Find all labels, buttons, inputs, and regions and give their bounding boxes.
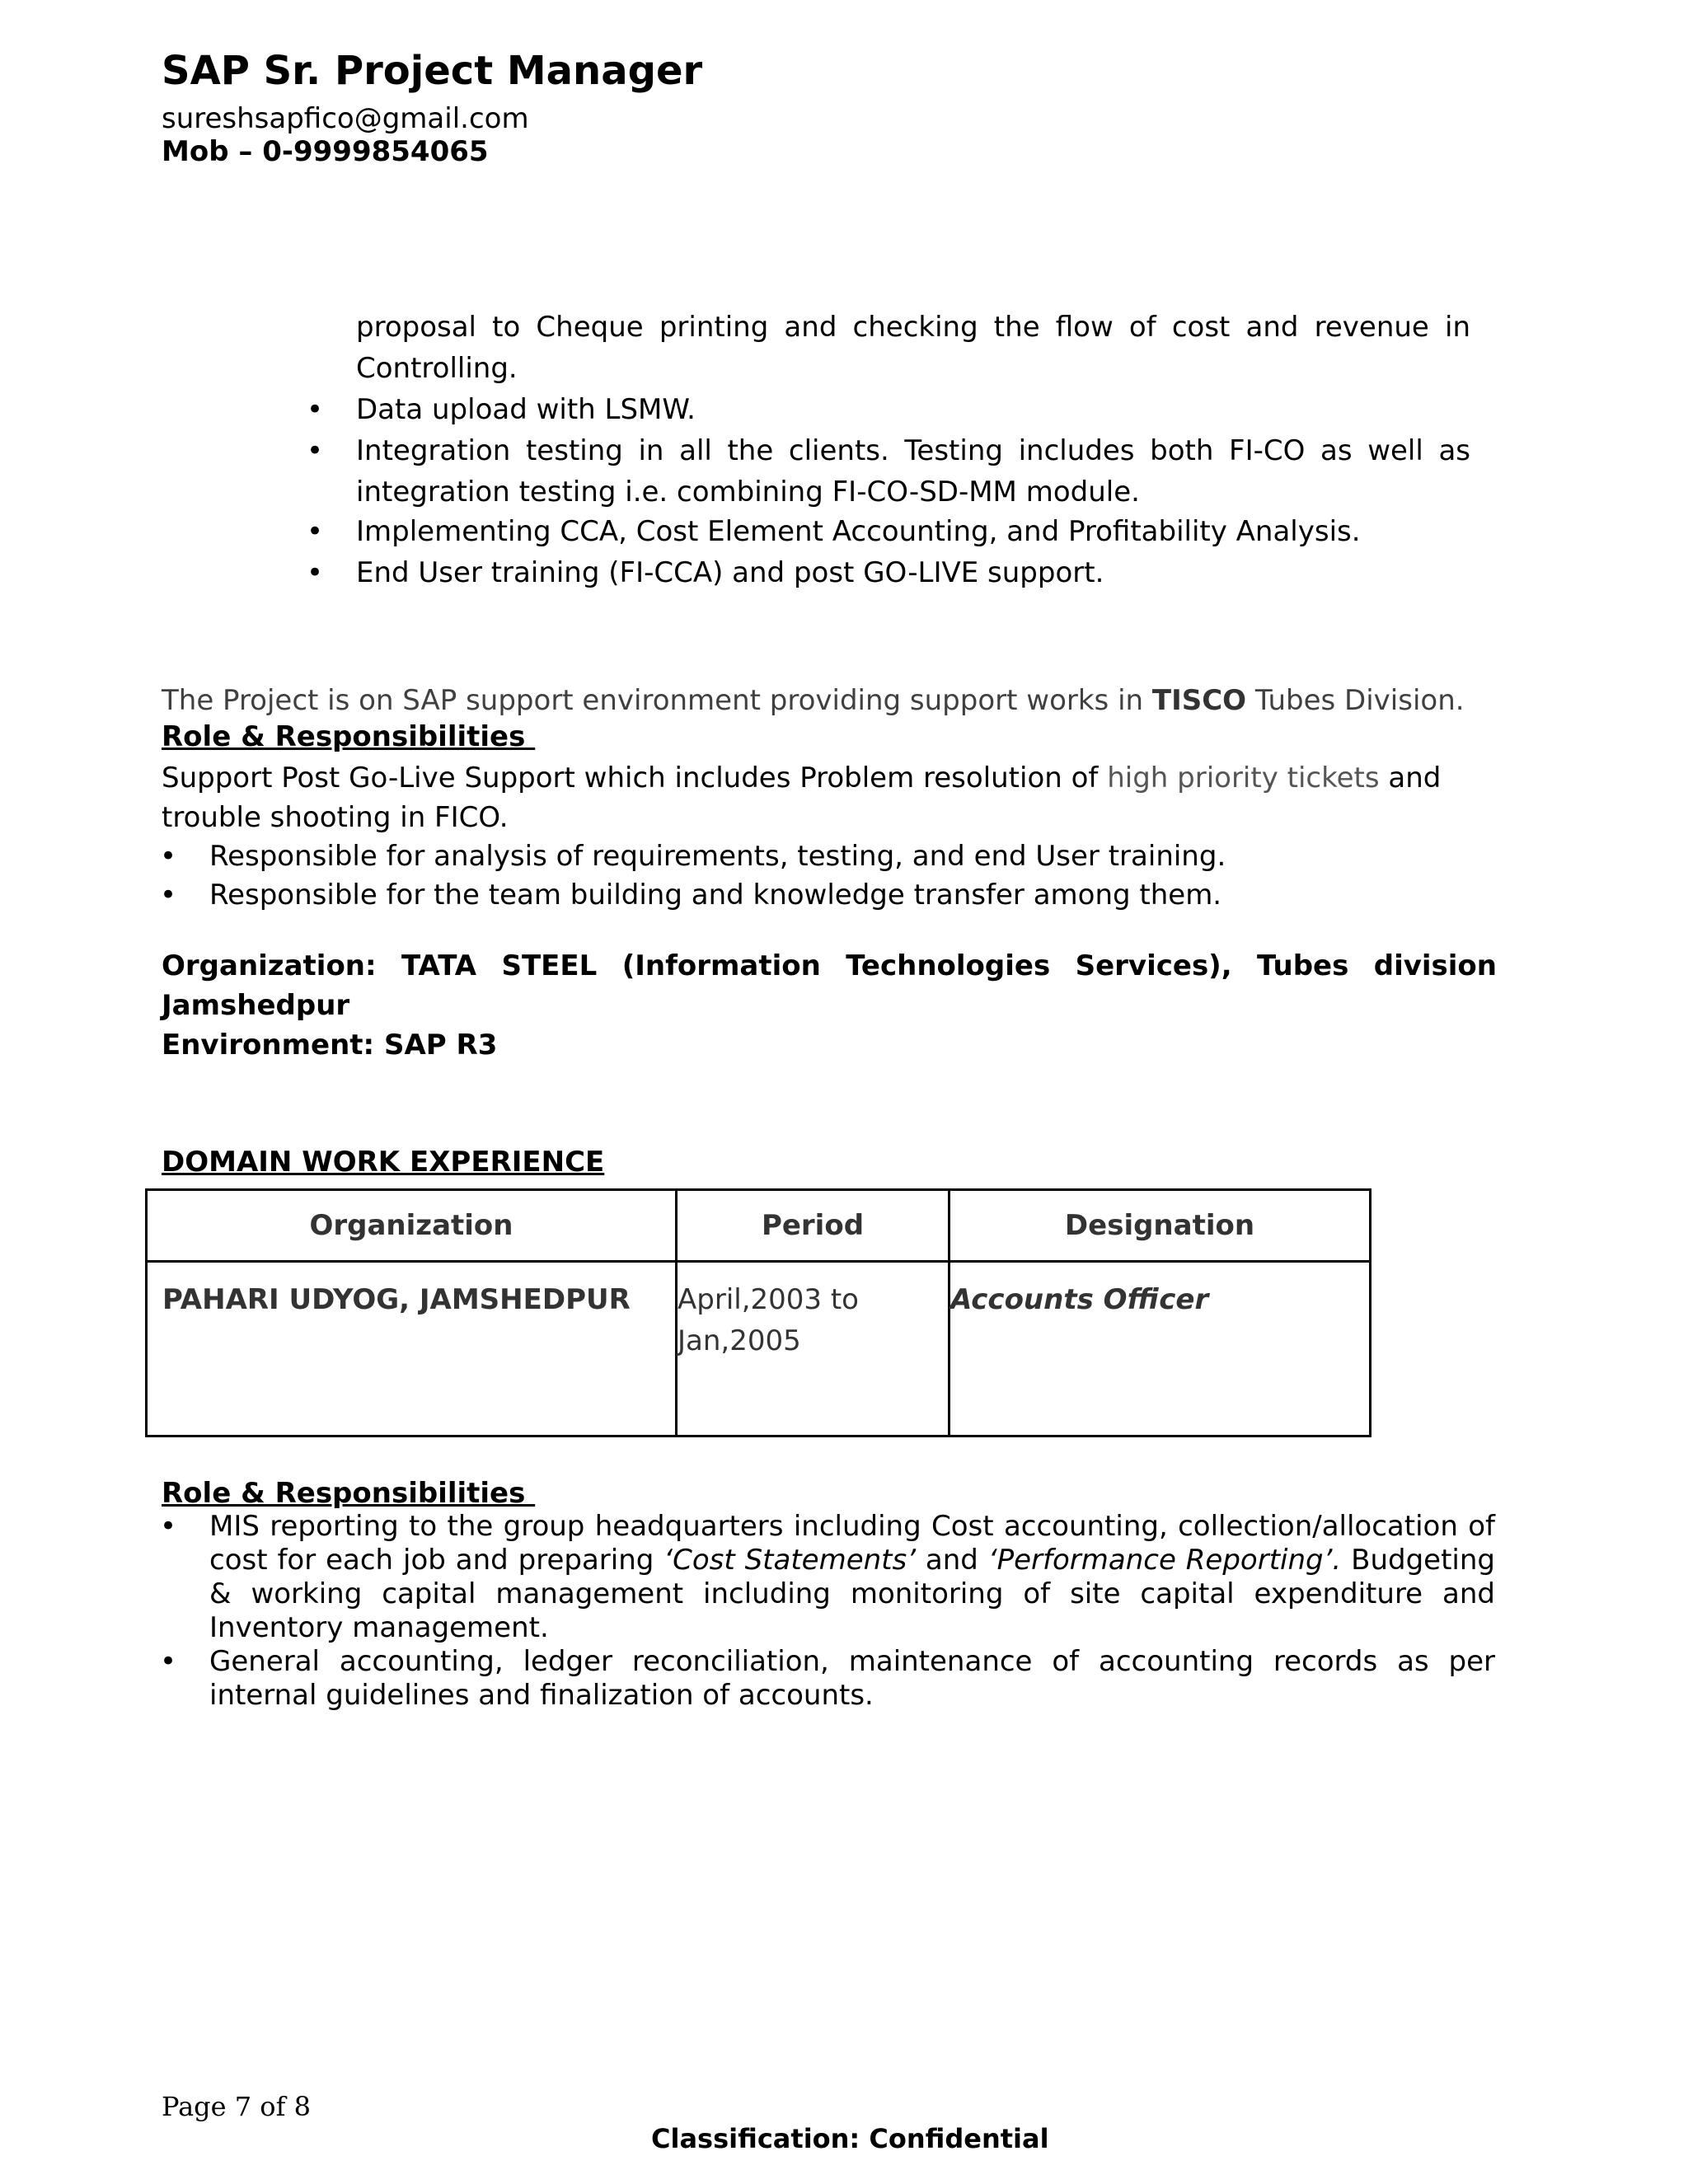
project-intro-text: The Project is on SAP support environment providing support works in [162,684,1152,717]
contact-email: sureshsapfico@gmail.com [162,102,529,135]
section-heading-role: Role & Responsibilities [162,720,536,753]
organization-info [162,946,1497,1065]
list-item: Data upload with LSMW. [356,393,696,426]
period-end: Jan,2005 [678,1324,801,1357]
bullet-icon: • [160,840,177,873]
bullet-icon: • [160,1510,177,1543]
document-title: SAP Sr. Project Manager [162,48,703,94]
column-header-period: Period [677,1190,950,1262]
organization-line: Jamshedpur [162,989,350,1022]
cell-designation: Accounts Officer [950,1262,1371,1436]
support-text: and trouble shooting in FICO. [162,762,1442,834]
table-header-row [147,1190,1371,1262]
list-item-text: MIS reporting to the group headquarters including Cost accounting, collection/allocation of cost for each job and preparing [209,1510,1495,1577]
support-text: Support Post Go-Live Support which includes Problem resolution of [162,762,1108,794]
cell-organization: PAHARI UDYOG, JAMSHEDPUR [147,1262,677,1436]
list-item: Integration testing in all the clients. Testing includes both FI-CO as well as integration testing i.e. combining FI-CO-SD-MM module. [356,434,1470,509]
list-item: End User training (FI-CCA) and post GO-LIVE support. [356,556,1104,589]
list-item: Responsible for the team building and knowledge transfer among them. [209,879,1222,912]
environment-line: Environment: SAP R3 [162,1029,498,1062]
bullet-icon: • [307,434,324,467]
list-item: Implementing CCA, Cost Element Accounting, and Profitability Analysis. [356,515,1361,548]
domain-experience-table [145,1188,1372,1437]
list-item: General accounting, ledger reconciliation, maintenance of accounting records as per internal guidelines and finalization of accounts. [209,1645,1495,1712]
column-header-designation: Designation [950,1190,1371,1262]
classification-label: Classification: Confidential [651,2123,1049,2154]
list-item-text: Budgeting & working capital management including monitoring of site capital expenditure and Inventory management. [209,1544,1496,1644]
bullet-icon: • [307,515,324,548]
contact-mobile: Mob – 0-9999854065 [162,135,489,168]
bullet-icon: • [307,393,324,426]
section-heading-domain: DOMAIN WORK EXPERIENCE [162,1146,605,1179]
organization-line: Organization: TATA STEEL (Information Technologies Services), Tubes division [162,949,1497,982]
section-heading-role-2: Role & Responsibilities [162,1477,536,1510]
column-header-organization: Organization [147,1190,677,1262]
company-name: TISCO [1151,684,1247,717]
list-item [209,1510,1495,1645]
cell-period [677,1262,950,1436]
table-row [147,1262,1371,1436]
continued-paragraph: proposal to Cheque printing and checking the flow of cost and revenue in Controlling. [356,311,1470,385]
project-intro [162,681,1497,720]
bullet-icon: • [307,556,324,589]
period-start: April,2003 to [678,1283,859,1316]
list-item-emphasis: ‘Performance Reporting’. [987,1544,1342,1577]
list-item: Responsible for analysis of requirements, testing, and end User training. [209,840,1226,873]
bullet-icon: • [160,879,177,912]
support-paragraph [162,758,1497,837]
list-item-text: and [916,1544,988,1577]
project-intro-text: Tubes Division. [1246,684,1465,717]
list-item-emphasis: ‘Cost Statements’ [663,1544,917,1577]
page-number: Page 7 of 8 [162,2091,311,2122]
support-highlight: high priority tickets [1107,762,1380,794]
bullet-icon: • [160,1645,177,1678]
